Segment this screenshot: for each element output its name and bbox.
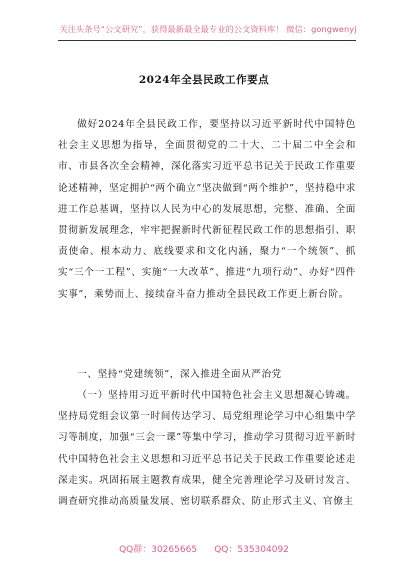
section-heading: 一、坚持“党建统领”，深入推进全面从严治党 (77, 369, 282, 380)
footer-contact: QQ群：30265665 QQ：535304092 (119, 545, 289, 555)
document-title: 2024年全县民政工作要点 (138, 74, 270, 86)
body-paragraph: （一）坚持用习近平新时代中国特色社会主义思想凝心铸魂。坚持局党组会议第一时间传达学习、局党组理论学习中心组集中学习等制度，加强“三会一课”等集中学习，推动学习贯彻习近平新时代中国特色社会主义思想和习近平总书记关于民政工作重要论述走深走实。巩固拓展主题教育成果，健全完善理论学习及研讨发言、调查研究推动高质量发展、密切联系群众、防止形式主义、官僚主 (58, 390, 356, 508)
header-banner: 关注头条号“公文研究”，获得最新最全最专业的公文资料库！ 微信：gongwenyj (59, 24, 357, 34)
intro-paragraph: 做好2024年全县民政工作，要坚持以习近平新时代中国特色社会主义思想为指导，全面贯彻党的二十大、二十届二中全会和市、市县各次全会精神，深化落实习近平总书记关于民政工作重要论述精神，坚定拥护“两个确立”坚决做到“两个维护”，坚持稳中求进工作总基调，坚持以人民为中心的发展思想，完整、准确、全面贯彻新发展理念，牢牢把握新时代新征程民政工作的思想指引、职责使命、根本动力、底线要求和文化内涵，聚力“一个统领”、抓实“三个一工程”、实施“一大改革”、推进“九项行动”、办好“四件实事”，乘势而上、接续奋斗奋力推动全县民政工作更上新台阶。 (58, 119, 356, 300)
header-divider (58, 40, 356, 41)
